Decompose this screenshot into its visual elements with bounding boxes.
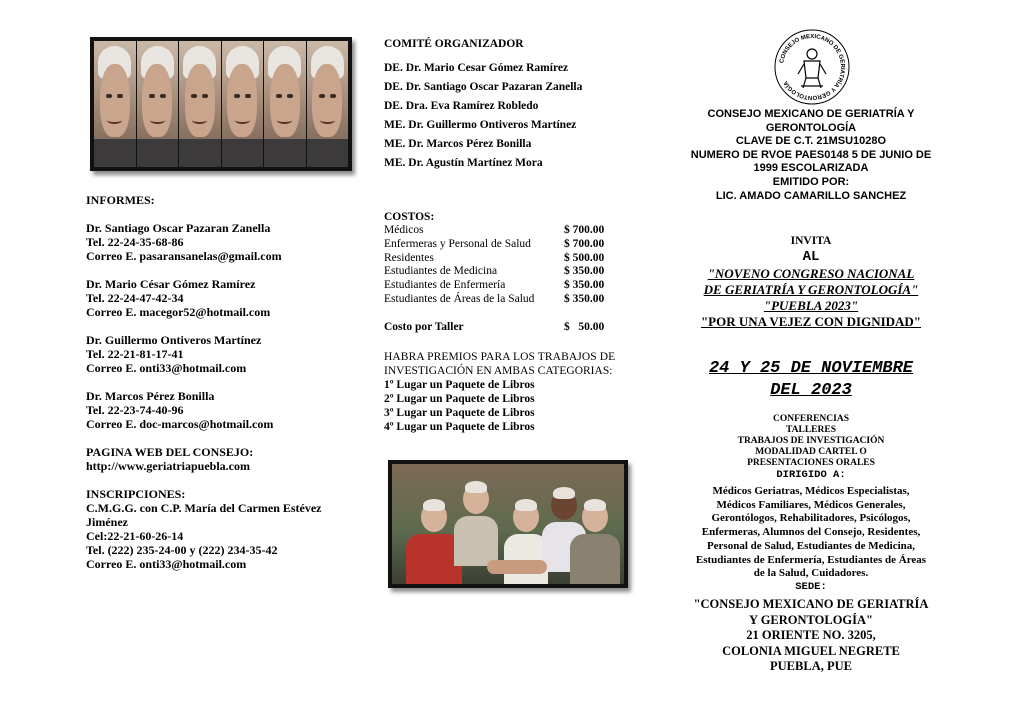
committee-member: ME. Dr. Agustín Martínez Mora — [384, 157, 543, 169]
web-url-link[interactable]: http://www.geriatriapuebla.com — [86, 459, 250, 473]
contact-name: Dr. Marcos Pérez Bonilla — [86, 389, 215, 403]
contact-block — [86, 221, 346, 263]
contact-tel: Tel. 22-24-35-68-86 — [86, 235, 184, 249]
cost-label: Enfermeras y Personal de Salud — [384, 237, 531, 250]
committee-member: DE. Dr. Mario Cesar Gómez Ramírez — [384, 62, 569, 74]
activity-item: CONFERENCIAS — [772, 414, 849, 424]
cost-amount: $ 350.00 — [564, 265, 605, 278]
audience-line: Gerontólogos, Rehabilitadores, Psicólogos, — [711, 512, 911, 525]
activity-item: PRESENTACIONES ORALES — [747, 458, 875, 468]
cost-row — [384, 252, 604, 266]
cost-row — [384, 238, 604, 252]
face-portrait — [94, 41, 136, 167]
cost-label: Estudiantes de Áreas de la Salud — [384, 292, 535, 305]
person-figure — [454, 484, 498, 566]
cost-amount: $ 700.00 — [564, 224, 605, 236]
person-figure — [570, 502, 620, 584]
svg-text:CONSEJO MEXICANO DE GERIATRÍA — [779, 34, 845, 100]
contact-email: Correo E. doc-marcos@hotmail.com — [86, 417, 274, 431]
venue-block — [680, 597, 942, 675]
prizes-intro: INVESTIGACIÓN EN AMBAS CATEGORIAS: — [384, 365, 613, 377]
cost-amount: $ 350.00 — [564, 279, 605, 292]
date-line: DEL 2023 — [770, 381, 852, 400]
activities-block — [680, 414, 942, 482]
seal-text: CONSEJO MEXICANO DE GERIATRÍA Y GERONTOLOGÍA — [779, 33, 846, 101]
workshop-amount: $ 50.00 — [564, 320, 605, 333]
costs-table — [384, 224, 604, 335]
cost-amount: $ 700.00 — [564, 237, 605, 250]
cost-amount: $ 350.00 — [564, 292, 605, 305]
header-line: GERONTOLOGÍA — [765, 121, 857, 134]
activity-item: TALLERES — [786, 425, 836, 435]
dirigido-label: DIRIGIDO A: — [776, 469, 846, 481]
cost-row — [384, 279, 604, 293]
header-line: LIC. AMADO CAMARILLO SANCHEZ — [715, 189, 907, 202]
cost-row — [384, 224, 604, 238]
audience-line: Médicos Familiares, Médicos Generales, — [716, 498, 906, 511]
informes-title: INFORMES: — [86, 193, 155, 207]
venue-line: "CONSEJO MEXICANO DE GERIATRÍA — [693, 597, 929, 611]
audience-line: Personal de Salud, Estudiantes de Medicina, — [706, 539, 916, 552]
contact-tel: Tel. 22-21-81-17-41 — [86, 347, 184, 361]
contact-name: Dr. Santiago Oscar Pazaran Zanella — [86, 221, 271, 235]
congress-title: DE GERIATRÍA Y GERONTOLOGÍA" — [703, 282, 919, 297]
workshop-label: Costo por Taller — [384, 320, 464, 333]
venue-line: 21 ORIENTE NO. 3205, — [746, 628, 876, 642]
cost-label: Residentes — [384, 251, 434, 264]
contact-tel: Tel. 22-24-47-42-34 — [86, 291, 184, 305]
contact-email: Correo E. pasaransanelas@gmail.com — [86, 249, 282, 263]
committee-member: DE. Dra. Eva Ramírez Robledo — [384, 100, 539, 112]
prizes-section — [384, 350, 644, 434]
committee-title: COMITÉ ORGANIZADOR — [384, 38, 524, 50]
joined-hands — [487, 560, 547, 574]
face-portrait — [222, 41, 264, 167]
activity-item: TRABAJOS DE INVESTIGACIÓN — [737, 436, 885, 446]
invita-text: INVITA — [790, 235, 832, 247]
audience-line: Médicos Geriatras, Médicos Especialistas, — [712, 485, 910, 497]
cost-row — [384, 265, 604, 279]
contact-name: Dr. Mario César Gómez Ramírez — [86, 277, 256, 291]
audience-block — [676, 485, 946, 594]
header-line: CONSEJO MEXICANO DE GERIATRÍA Y — [707, 108, 915, 120]
prize-item: 4º Lugar un Paquete de Libros — [384, 421, 535, 433]
congress-motto: "POR UNA VEJEZ CON DIGNIDAD" — [700, 314, 922, 329]
event-date — [672, 358, 950, 402]
prize-item: 3º Lugar un Paquete de Libros — [384, 407, 535, 419]
face-portrait — [137, 41, 179, 167]
sede-label: SEDE: — [795, 580, 827, 593]
activity-item: MODALIDAD CARTEL O — [755, 447, 867, 457]
web-block — [86, 445, 346, 473]
contact-name: Dr. Guillermo Ontiveros Martínez — [86, 333, 262, 347]
audience-line: Estudiantes de Enfermería, Estudiantes de Áreas — [695, 553, 927, 566]
face-portrait — [264, 41, 306, 167]
al-text: AL — [802, 249, 820, 265]
cost-label: Médicos — [384, 224, 424, 236]
contact-email: Correo E. macegor52@hotmail.com — [86, 305, 271, 319]
contact-email: Correo E. onti33@hotmail.com — [86, 361, 247, 375]
costs-title: COSTOS: — [384, 211, 435, 223]
contact-section — [86, 193, 346, 571]
contact-block — [86, 389, 346, 431]
contact-block — [86, 333, 346, 375]
costs-section — [384, 210, 634, 335]
invitation-block — [680, 234, 942, 330]
prize-item: 2º Lugar un Paquete de Libros — [384, 393, 535, 405]
contact-tel: Tel. 22-23-74-40-96 — [86, 403, 184, 417]
face-portrait — [179, 41, 221, 167]
cost-label: Estudiantes de Enfermería — [384, 279, 506, 292]
elderly-faces-photo — [90, 37, 352, 171]
date-line: 24 Y 25 DE NOVIEMBRE — [708, 359, 914, 378]
inscripciones-line: Cel:22-21-60-26-14 — [86, 529, 184, 543]
venue-line: COLONIA MIGUEL NEGRETE — [722, 643, 900, 658]
prize-item: 1º Lugar un Paquete de Libros — [384, 379, 535, 391]
seniors-group-photo — [388, 460, 628, 588]
inscripciones-title: INSCRIPCIONES: — [86, 487, 186, 501]
venue-line: PUEBLA, PUE — [770, 659, 852, 673]
inscripciones-block — [86, 487, 346, 571]
header-line: 1999 ESCOLARIZADA — [753, 162, 869, 175]
audience-line: de la Salud, Cuidadores. — [753, 567, 869, 580]
cost-amount: $ 500.00 — [564, 251, 605, 264]
inscripciones-line: Jiménez — [86, 515, 128, 529]
venue-line: Y GERONTOLOGÍA" — [749, 612, 873, 627]
face-portrait — [307, 41, 349, 167]
inscripciones-line: Tel. (222) 235-24-00 y (222) 234-35-42 — [86, 543, 278, 557]
inscripciones-line: Correo E. onti33@hotmail.com — [86, 557, 247, 571]
inscripciones-line: C.M.G.G. con C.P. María del Carmen Estévez — [86, 501, 322, 515]
congress-title: "NOVENO CONGRESO NACIONAL — [707, 266, 915, 281]
cost-label: Estudiantes de Medicina — [384, 265, 498, 278]
web-title: PAGINA WEB DEL CONSEJO: — [86, 445, 254, 459]
prizes-intro: HABRA PREMIOS PARA LOS TRABAJOS DE — [384, 351, 616, 363]
congress-title: "PUEBLA 2023" — [763, 298, 859, 313]
audience-line: Enfermeras, Alumnos del Consejo, Residentes, — [701, 526, 921, 539]
workshop-cost-row — [384, 321, 604, 335]
committee-member: ME. Dr. Marcos Pérez Bonilla — [384, 138, 532, 150]
committee-member: DE. Dr. Santiago Oscar Pazaran Zanella — [384, 81, 583, 93]
committee-member: ME. Dr. Guillermo Ontiveros Martínez — [384, 119, 577, 131]
institution-header — [680, 108, 942, 203]
contact-block — [86, 277, 346, 319]
consejo-seal — [773, 28, 851, 106]
header-line: CLAVE DE C.T. 21MSU1028O — [735, 135, 887, 148]
header-line: EMITIDO POR: — [772, 175, 850, 188]
cost-row — [384, 293, 604, 307]
committee-section — [384, 38, 634, 169]
header-line: NUMERO DE RVOE PAES0148 5 DE JUNIO DE — [690, 148, 932, 161]
